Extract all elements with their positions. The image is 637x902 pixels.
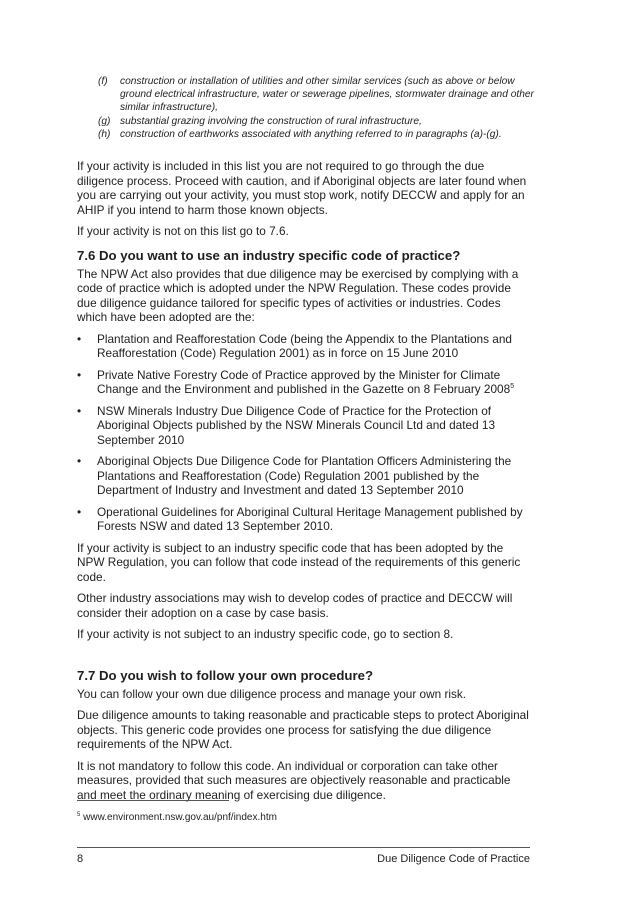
- list-item: [77, 505, 532, 534]
- footnote: [77, 812, 277, 824]
- paragraph: It is not mandatory to follow this code. An individual or corporation can take other measures, provided that such measures are objectively reasonable and practicable and meet the ordinary meaning of exercising due diligence.: [77, 758, 511, 802]
- section-heading-7-6: 7.6 Do you want to use an industry specific code of practice?: [77, 247, 461, 263]
- bullet-icon: •: [77, 504, 82, 519]
- footnote-number: 5: [77, 812, 81, 818]
- paragraph: You can follow your own due diligence process and manage your own risk.: [77, 686, 467, 701]
- paragraph: If your activity is not on this list go to 7.6.: [77, 224, 289, 238]
- footer-divider: [77, 847, 530, 848]
- footnote-reference[interactable]: 5: [510, 383, 515, 390]
- footnote-link[interactable]: www.environment.nsw.gov.au/pnf/index.htm: [83, 812, 277, 823]
- list-item-text: Private Native Forestry Code of Practice approved by the Minister for Climate Change and the Environment and published in the Gazette on 8 February 2008: [97, 367, 511, 396]
- list-item-marker: (g): [98, 115, 111, 127]
- bullet-icon: •: [77, 331, 82, 346]
- list-item-text: substantial grazing involving the construction of rural infrastructure,: [120, 115, 422, 127]
- running-title: Due Diligence Code of Practice: [377, 853, 530, 865]
- list-item: [77, 368, 532, 397]
- paragraph: If your activity is subject to an industry specific code that has been adopted by the NPW Regulation, you can follow that code instead of the requirements of this generic code.: [77, 540, 521, 584]
- list-item-marker: (h): [98, 128, 111, 140]
- footnote-divider: [77, 800, 229, 801]
- list-item-text: Aboriginal Objects Due Diligence Code for Plantation Officers Administering the Plantations and Reafforestation (Code) Regulation 2001 published by the Department of Industry and Investment and dated 13 September 2010: [97, 454, 512, 497]
- list-item: [77, 332, 532, 361]
- list-item-text: Plantation and Reafforestation Code (being the Appendix to the Plantations and Reafforestation (Code) Regulation 2001) as in force on 15 June 2010: [97, 331, 512, 360]
- activity-sublist: [98, 75, 538, 141]
- list-item: [77, 404, 532, 448]
- paragraph: Other industry associations may wish to develop codes of practice and DECCW will consider their adoption on a case by case basis.: [77, 591, 513, 620]
- list-item: [98, 115, 538, 128]
- paragraph: The NPW Act also provides that due diligence may be exercised by complying with a code of practice which is adopted under the NPW Regulation. These codes provide due diligence guidance tailored for specific types of activities or industries. Codes which have been adopted are the:: [77, 266, 519, 324]
- paragraph: If your activity is not subject to an industry specific code, go to section 8.: [77, 627, 454, 641]
- list-item-text: construction of earthworks associated with anything referred to in paragraphs (a)-(g).: [120, 128, 502, 140]
- page-number: 8: [77, 853, 84, 865]
- paragraph: Due diligence amounts to taking reasonable and practicable steps to protect Aboriginal objects. This generic code provides one process for satisfying the due diligence requirements of the NPW Act.: [77, 708, 529, 751]
- paragraph: If your activity is included in this list you are not required to go through the due diligence process. Proceed with caution, and if Aboriginal objects are later found when you are carrying out your activity, you must stop work, notify DECCW and apply for an AHIP if you intend to harm those known objects.: [77, 159, 527, 217]
- section-heading-7-7: 7.7 Do you wish to follow your own procedure?: [77, 667, 374, 683]
- bullet-icon: •: [77, 367, 82, 382]
- list-item-text: Operational Guidelines for Aboriginal Cultural Heritage Management published by Forests NSW and dated 13 September 2010.: [97, 504, 523, 533]
- bullet-icon: •: [77, 403, 82, 418]
- list-item-text: construction or installation of utilities and other similar services (such as above or below ground electrical infrastructure, water or sewerage pipelines, stormwater drainage and other similar infrastructure),: [120, 76, 534, 114]
- list-item: [77, 454, 532, 498]
- list-item: [98, 128, 538, 141]
- list-item-marker: (f): [98, 76, 108, 87]
- list-item-text: NSW Minerals Industry Due Diligence Code of Practice for the Protection of Aboriginal Objects published by the NSW Minerals Council Ltd and dated 13 September 2010: [97, 403, 496, 447]
- code-list: [77, 332, 532, 534]
- body-text: [77, 159, 532, 809]
- bullet-icon: •: [77, 454, 82, 468]
- list-item: [98, 75, 538, 115]
